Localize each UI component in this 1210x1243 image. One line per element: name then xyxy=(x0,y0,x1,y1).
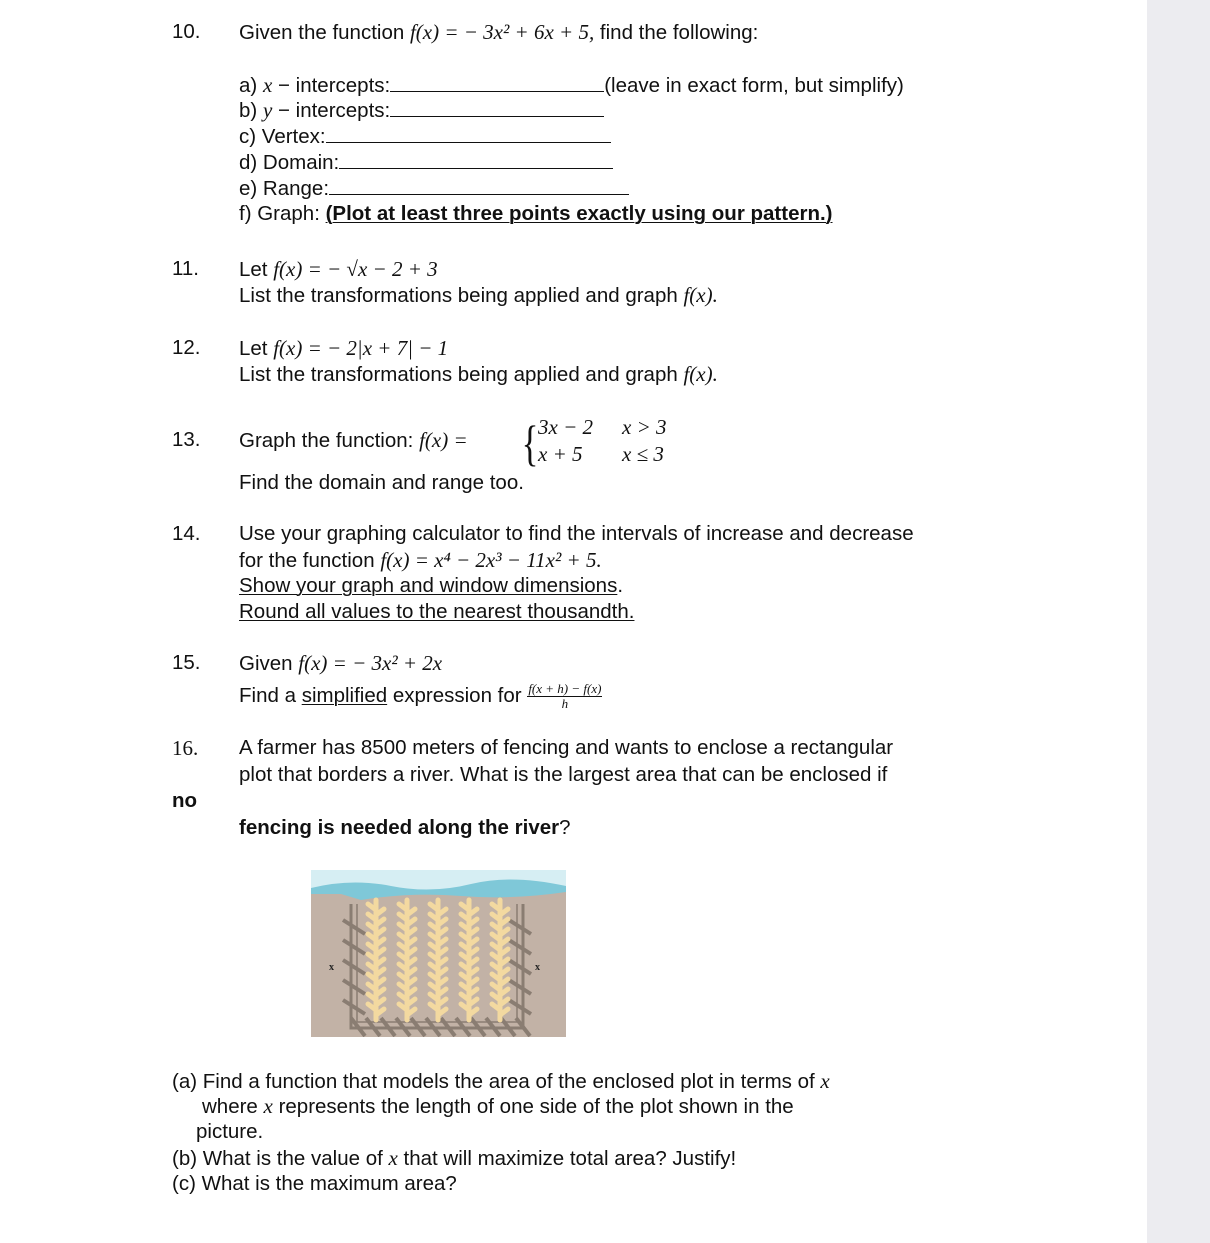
q10-f: f) Graph: (Plot at least three points exactly using our pattern.) xyxy=(239,202,833,225)
q10-c: c) Vertex: xyxy=(239,124,611,149)
q16-part-a-line3: picture. xyxy=(196,1120,264,1143)
piecewise-brace: { xyxy=(521,415,539,471)
q13-prompt: Graph the function: f(x) = xyxy=(239,428,468,452)
answer-blank[interactable] xyxy=(329,176,629,195)
q14-line4: Round all values to the nearest thousandth. xyxy=(239,600,635,623)
q10-b: b) y − intercepts: xyxy=(239,98,604,123)
q10-d: d) Domain: xyxy=(239,150,613,175)
question-number: 15. xyxy=(172,651,201,674)
answer-blank[interactable] xyxy=(326,124,611,143)
q15-prompt: Given f(x) = − 3x² + 2x xyxy=(239,651,443,675)
q10-prompt: Given the function f(x) = − 3x² + 6x + 5, find the following: xyxy=(239,20,759,44)
q13-instructions: Find the domain and range too. xyxy=(239,471,524,494)
answer-blank[interactable] xyxy=(339,150,613,169)
q12-prompt: Let f(x) = − 2|x + 7| − 1 xyxy=(239,336,449,360)
condition-2: x ≤ 3 xyxy=(622,442,664,466)
farm-plot-illustration xyxy=(311,870,566,1037)
question-number: 10. xyxy=(172,20,201,43)
q15-instructions: Find a simplified expression for $\frac{f(x + h) - f(x)}{h}$ xyxy=(239,681,602,711)
q16-part-a-line2: where x represents the length of one side of the plot shown in the xyxy=(202,1094,794,1118)
q12-instructions: List the transformations being applied and graph f(x). xyxy=(239,362,718,386)
q16-part-a: (a) Find a function that models the area of the enclosed plot in terms of x xyxy=(172,1069,830,1093)
piece-2: x + 5 xyxy=(538,442,583,466)
q11-instructions: List the transformations being applied and graph f(x). xyxy=(239,283,718,307)
side-margin xyxy=(1147,0,1210,1243)
q14-line3: Show your graph and window dimensions. xyxy=(239,574,624,597)
q10-e: e) Range: xyxy=(239,176,629,201)
piece-1: 3x − 2 xyxy=(538,415,593,439)
side-label-x: x xyxy=(535,962,540,973)
question-number: 12. xyxy=(172,336,201,359)
q16-part-c: (c) What is the maximum area? xyxy=(172,1172,457,1195)
q16-part-b: (b) What is the value of x that will maximize total area? Justify! xyxy=(172,1146,737,1170)
q14-line1: Use your graphing calculator to find the intervals of increase and decrease xyxy=(239,522,914,545)
question-number: 11. xyxy=(172,257,199,280)
q10-a: a) x − intercepts: (leave in exact form, but simplify) xyxy=(239,73,904,97)
question-number: 14. xyxy=(172,522,201,545)
answer-blank[interactable] xyxy=(390,98,604,117)
no-label: no xyxy=(172,789,198,812)
q16-line2: plot that borders a river. What is the largest area that can be enclosed if xyxy=(239,763,888,786)
condition-1: x > 3 xyxy=(622,415,667,439)
q16-line3: fencing is needed along the river? xyxy=(239,816,571,839)
question-number: 13. xyxy=(172,428,201,451)
q16-line1: A farmer has 8500 meters of fencing and wants to enclose a rectangular xyxy=(239,736,894,759)
question-number: 16. xyxy=(172,736,199,760)
side-label-x: x xyxy=(329,962,334,973)
q14-line2: for the function f(x) = x⁴ − 2x³ − 11x² + 5. xyxy=(239,548,602,572)
difference-quotient: $\frac{f(x + h) - f(x)}{h}$ xyxy=(528,681,602,711)
q11-prompt: Let f(x) = − √x − 2 + 3 xyxy=(239,257,438,281)
answer-blank[interactable] xyxy=(390,73,604,92)
